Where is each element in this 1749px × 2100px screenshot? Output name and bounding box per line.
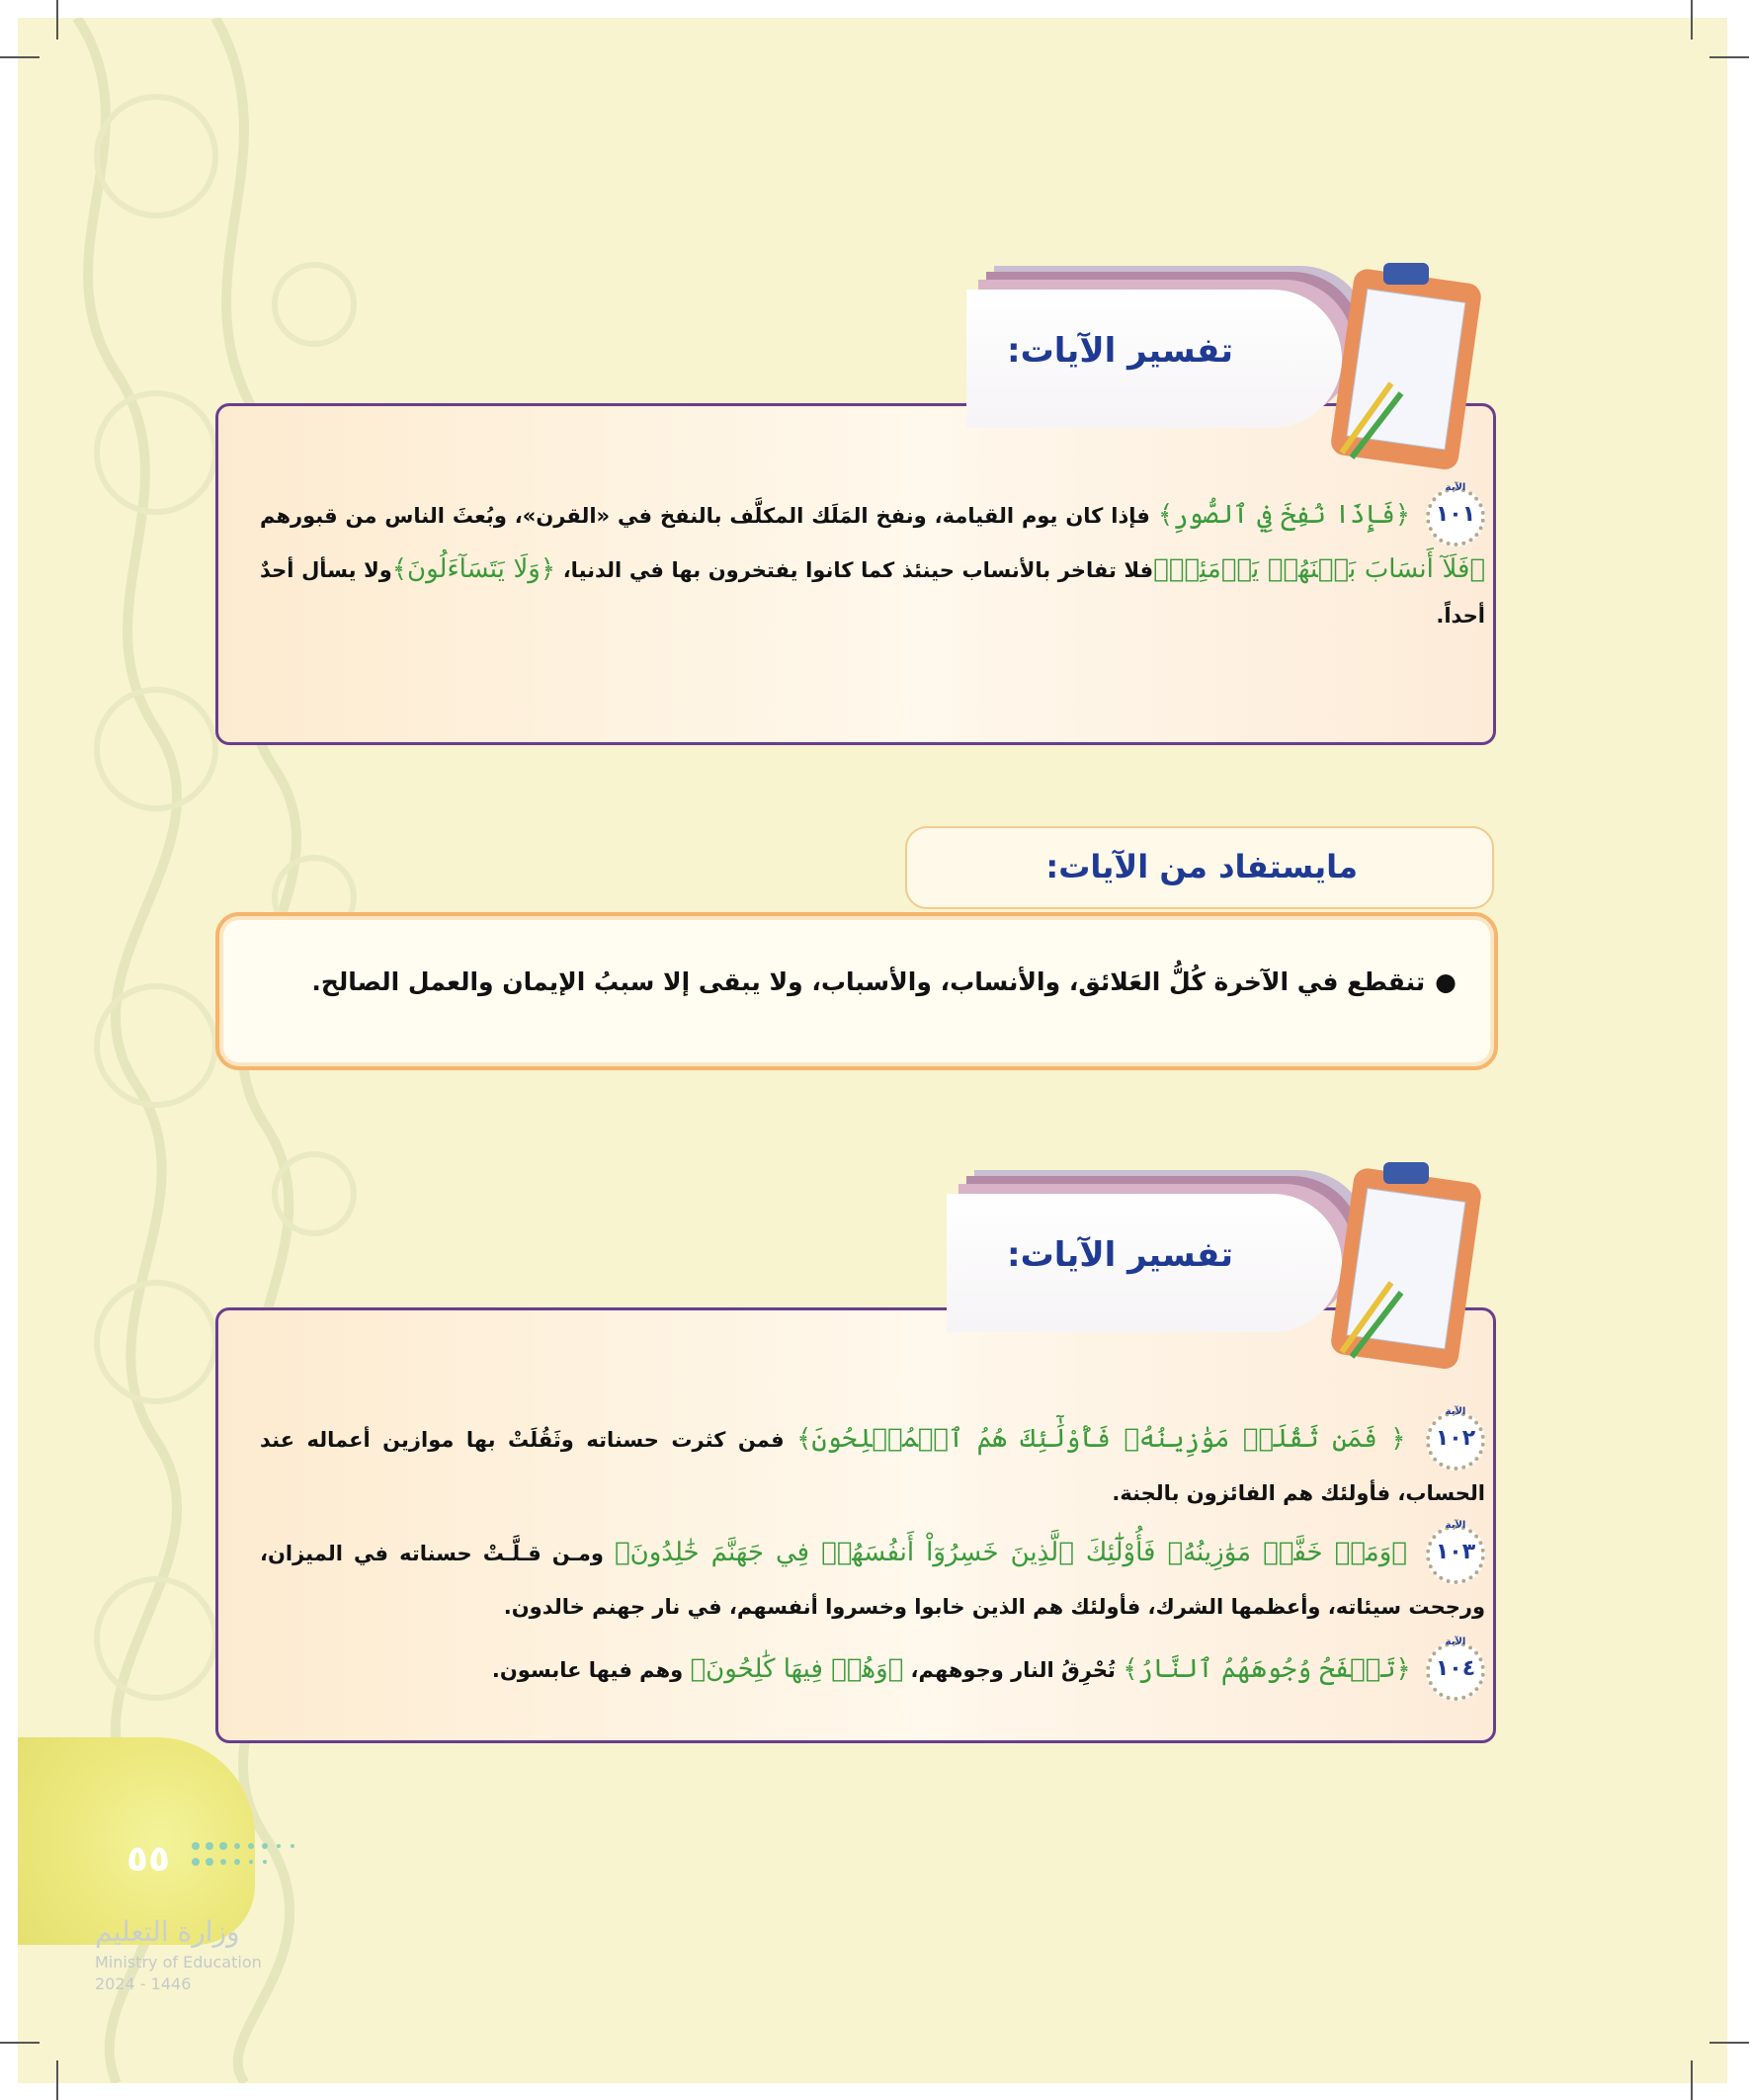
explanation-text: فلا تفاخر بالأنساب حينئذ كما كانوا يفتخرون بها في الدنيا،: [555, 558, 1154, 582]
clipboard-icon: [1302, 255, 1500, 482]
benefit-item: ●تنقطع في الآخرة كُلُّ العَلائق، والأنساب، والأسباب، ولا يبقى إلا سببُ الإيمان والعمل الصالح.: [311, 967, 1457, 996]
verse-103: [260, 1520, 1485, 1630]
quran-text: ﴿فَإِذَا نُفِخَ فِي ٱلصُّورِ﴾: [1157, 500, 1411, 530]
ministry-logo-english: Ministry of Education: [95, 1953, 262, 1972]
explanation-text: ومـن قـلَّـتْ حسناته في الميزان، ورجحت سيئاته، وأعظمها الشرك، فأولئك هم الذين خابوا وخسروا أنفسهم، في نار جهنم خالدون.: [260, 1542, 1485, 1619]
tafsir-header-2: [947, 1194, 1342, 1332]
ministry-logo-arabic: وزارة التعليم: [95, 1915, 240, 1948]
crop-mark: [56, 2060, 58, 2100]
explanation-text: فمن كثرت حسناته وثَقُلَتْ بها موازين أعماله عند الحساب، فأولئك هم الفائزون بالجنة.: [260, 1428, 1485, 1505]
dots-decoration-icon: [186, 1826, 383, 1886]
tafsir-paragraph-1: [260, 482, 1485, 638]
quran-text: ﴿وَمَنۡ خَفَّتۡ مَوَٰزِينُهُۥ فَأُوْلَٰٓئِكَ ٱلَّذِينَ خَسِرُوٓاْ أَنفُسَهُمۡ فِي جَهَنَّمَ خَٰلِدُونَ﴾: [615, 1538, 1407, 1567]
explanation-text: تُحْرِقُ النار وجوههم،: [903, 1658, 1124, 1682]
crop-mark: [0, 2042, 40, 2044]
verse-badge-102: الآية ١٠٢: [1426, 1411, 1485, 1470]
crop-mark: [1709, 56, 1749, 58]
explanation-text: فإذا كان يوم القيامة، ونفخ المَلَك المكلَّف بالنفخ في «القرن»، وبُعثَ الناس من قبورهم: [260, 504, 1158, 528]
quran-text: ﴿وَلَا يَتَسَآءَلُونَ﴾: [391, 554, 556, 584]
edition-year: 2024 - 1446: [95, 1974, 192, 1993]
verse-104: [260, 1637, 1485, 1701]
crop-mark: [1691, 0, 1693, 40]
tafsir-header-1: [966, 290, 1342, 428]
verse-badge-103: الآية ١٠٣: [1426, 1525, 1485, 1584]
bullet-icon: ●: [1435, 967, 1457, 996]
benefits-title: مايستفاد من الآيات:: [1045, 848, 1358, 885]
quran-text: ﴿تَلۡفَحُ وُجُوهَهُمُ ٱلنَّارُ﴾: [1123, 1654, 1411, 1684]
verse-badge-101: الآية ١٠١: [1426, 487, 1485, 546]
explanation-text: ولا يسأل أحدٌ أحداً.: [260, 558, 1485, 628]
crop-mark: [1691, 2060, 1693, 2100]
crop-mark: [56, 0, 58, 40]
page-number: ٥٥: [126, 1839, 170, 1880]
quran-text: ﴿فَلَآ أَنسَابَ بَيۡنَهُمۡ يَوۡمَئِذٖ﴾: [1153, 554, 1485, 584]
verse-102: [260, 1406, 1485, 1516]
textbook-page: [18, 18, 1727, 2083]
benefits-box: [215, 912, 1498, 1070]
explanation-text: وهم فيها عابسون.: [491, 1658, 691, 1682]
crop-mark: [1709, 2042, 1749, 2044]
quran-text: ﴿وَهُمۡ فِيهَا كَٰلِحُونَ﴾: [690, 1654, 904, 1684]
benefits-header: [905, 826, 1494, 909]
section-title: تفسير الآيات:: [1007, 331, 1233, 371]
clipboard-icon: [1302, 1154, 1500, 1382]
section-title: تفسير الآيات:: [1007, 1235, 1233, 1275]
quran-text: ﴿ فَمَن ثَقُلَتۡ مَوَٰزِينُهُۥ فَأُوْلَٰٓئِكَ هُمُ ٱلۡمُفۡلِحُونَ﴾: [796, 1424, 1406, 1454]
verse-badge-104: الآية ١٠٤: [1426, 1641, 1485, 1701]
crop-mark: [0, 56, 40, 58]
